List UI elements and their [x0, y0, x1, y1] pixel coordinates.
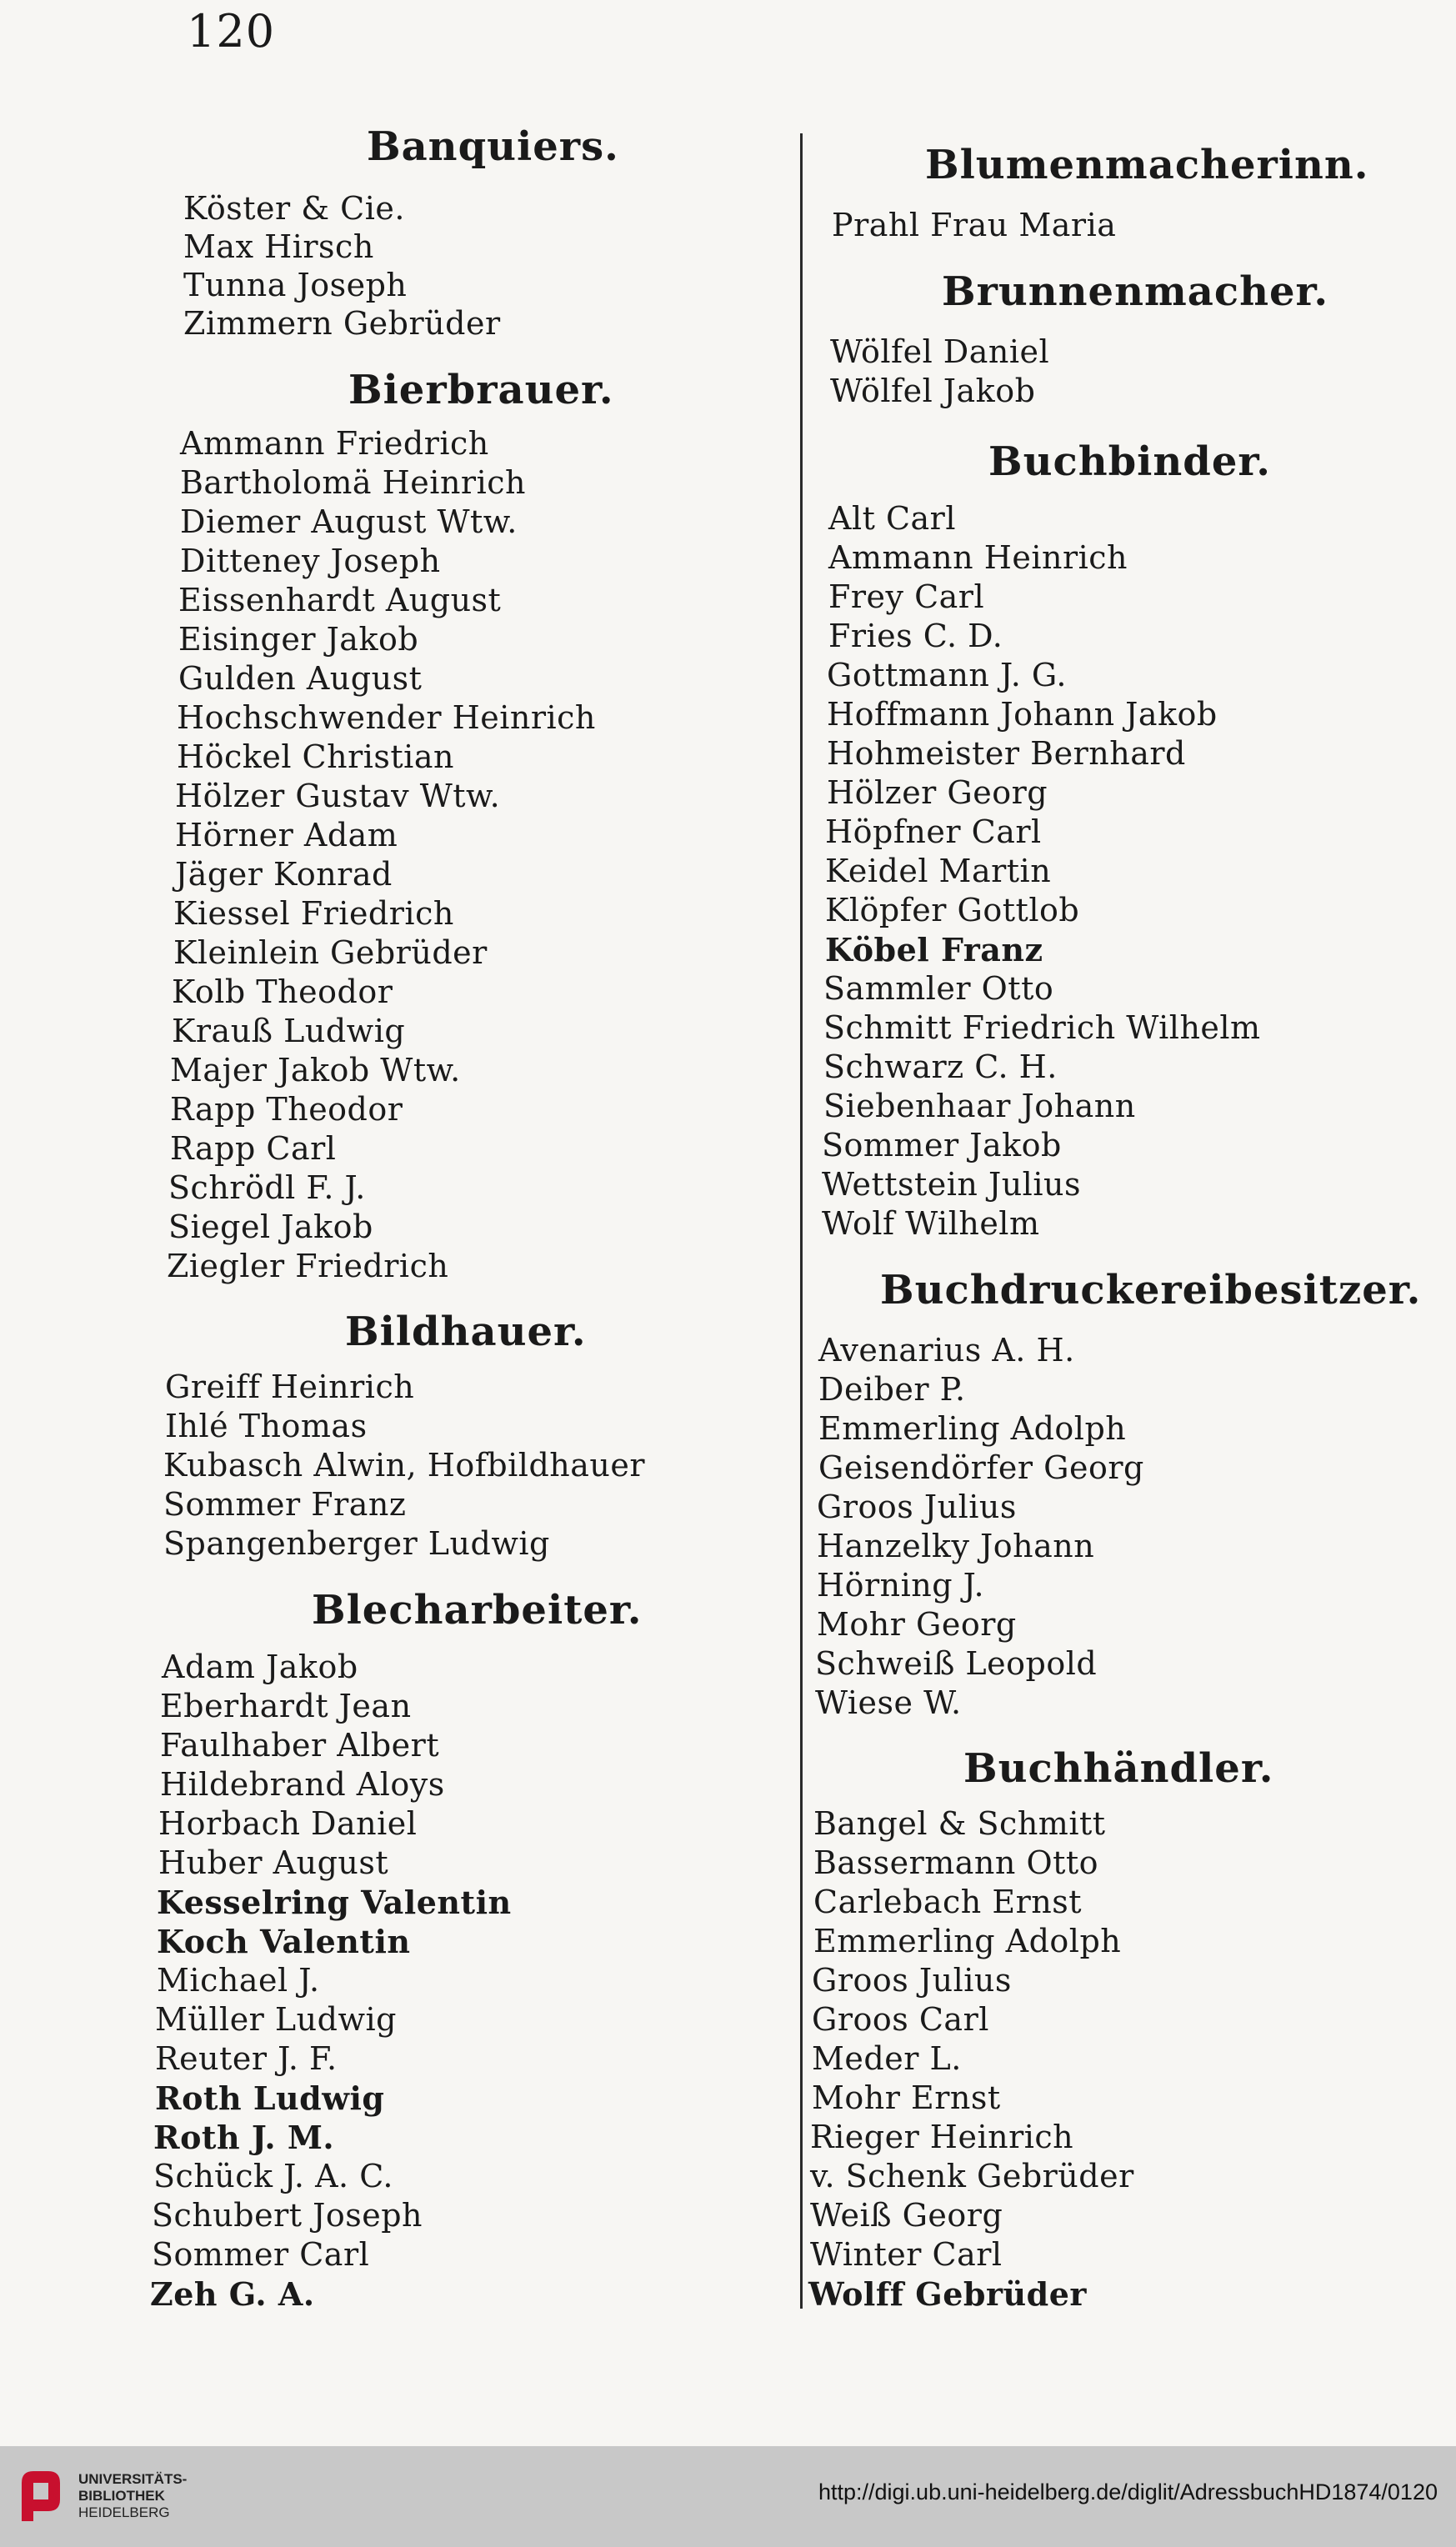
list-item: Spangenberger Ludwig	[163, 1525, 550, 1562]
list-item: Roth J. M.	[153, 2119, 335, 2156]
list-item: Krauß Ludwig	[172, 1013, 406, 1049]
list-item: Schrödl F. J.	[168, 1169, 366, 1206]
list-item: Frey Carl	[828, 578, 985, 615]
list-item: Sommer Jakob	[822, 1127, 1062, 1163]
list-item: Eberhardt Jean	[160, 1688, 412, 1724]
list-item: Avenarius A. H.	[818, 1332, 1075, 1369]
page-number: 120	[187, 5, 276, 58]
list-item: Schück J. A. C.	[153, 2158, 393, 2194]
list-item: Groos Julius	[817, 1489, 1017, 1525]
list-item: Wettstein Julius	[822, 1166, 1081, 1203]
list-item: Emmerling Adolph	[813, 1923, 1122, 1959]
library-logo-icon	[15, 2466, 68, 2526]
list-item: Rapp Theodor	[170, 1091, 403, 1128]
list-item: Köbel Franz	[825, 931, 1043, 968]
list-item: Jäger Konrad	[175, 856, 393, 893]
section-heading: Bildhauer.	[345, 1309, 587, 1355]
column-divider	[800, 133, 803, 2309]
list-item: Höpfner Carl	[825, 813, 1042, 850]
library-name-line2: BIBLIOTHEK	[78, 2488, 165, 2504]
list-item: Gottmann J. G.	[827, 657, 1068, 693]
list-item: Bangel & Schmitt	[813, 1805, 1106, 1842]
section-heading: Brunnenmacher.	[942, 268, 1329, 315]
list-item: Schubert Joseph	[152, 2197, 423, 2234]
section-heading: Blumenmacherinn.	[925, 142, 1369, 188]
list-item: Müller Ludwig	[155, 2001, 397, 2038]
list-item: Reuter J. F.	[155, 2040, 338, 2077]
list-item: Schwarz C. H.	[823, 1048, 1058, 1085]
list-item: Kesselring Valentin	[157, 1884, 512, 1921]
list-item: Meder L.	[812, 2040, 962, 2077]
list-item: Ammann Heinrich	[828, 539, 1128, 576]
list-item: Greiff Heinrich	[165, 1369, 415, 1405]
list-item: Siegel Jakob	[168, 1208, 373, 1245]
list-item: Majer Jakob Wtw.	[170, 1052, 461, 1088]
library-name-line1: UNIVERSITÄTS-	[78, 2471, 188, 2487]
list-item: Deiber P.	[818, 1371, 966, 1408]
list-item: Michael J.	[157, 1962, 320, 1999]
list-item: Schmitt Friedrich Wilhelm	[823, 1009, 1261, 1046]
list-item: Sammler Otto	[823, 970, 1054, 1007]
list-item: Roth Ludwig	[155, 2079, 385, 2117]
list-item: Bassermann Otto	[813, 1844, 1099, 1881]
list-item: Zimmern Gebrüder	[183, 305, 501, 342]
list-item: Hörner Adam	[175, 817, 398, 853]
library-logo[interactable]	[15, 2463, 215, 2529]
list-item: Mohr Ernst	[812, 2079, 1001, 2116]
list-item: Sommer Carl	[152, 2236, 370, 2273]
list-item: Köster & Cie.	[183, 190, 405, 227]
section-heading: Blecharbeiter.	[312, 1587, 643, 1634]
list-item: Rapp Carl	[170, 1130, 337, 1167]
list-item: Ziegler Friedrich	[167, 1248, 449, 1284]
list-item: Rieger Heinrich	[810, 2119, 1074, 2155]
list-item: Wölfel Daniel	[830, 333, 1050, 370]
list-item: Ammann Friedrich	[180, 425, 489, 462]
list-item: Kubasch Alwin, Hofbildhauer	[163, 1447, 646, 1484]
list-item: Kleinlein Gebrüder	[173, 934, 488, 971]
list-item: Faulhaber Albert	[160, 1727, 440, 1764]
list-item: Schweiß Leopold	[815, 1645, 1098, 1682]
section-heading: Bierbrauer.	[348, 367, 614, 413]
list-item: Siebenhaar Johann	[823, 1088, 1136, 1124]
list-item: Tunna Joseph	[183, 267, 408, 303]
list-item: Hanzelky Johann	[817, 1528, 1095, 1564]
list-item: Ihlé Thomas	[165, 1408, 368, 1444]
list-item: Wiese W.	[815, 1684, 962, 1721]
list-item: Prahl Frau Maria	[832, 207, 1117, 243]
list-item: Horbach Daniel	[158, 1805, 418, 1842]
section-heading: Banquiers.	[367, 123, 619, 170]
list-item: Bartholomä Heinrich	[180, 464, 526, 501]
list-item: Hildebrand Aloys	[160, 1766, 445, 1803]
list-item: Max Hirsch	[183, 228, 374, 265]
section-heading: Buchdruckereibesitzer.	[880, 1267, 1422, 1314]
list-item: v. Schenk Gebrüder	[810, 2158, 1134, 2194]
section-heading: Buchbinder.	[988, 438, 1271, 485]
list-item: Kiessel Friedrich	[173, 895, 454, 932]
list-item: Fries C. D.	[828, 618, 1003, 654]
viewer-footer	[0, 2446, 1456, 2547]
list-item: Diemer August Wtw.	[180, 503, 518, 540]
list-item: Wolff Gebrüder	[808, 2275, 1087, 2313]
list-item: Keidel Martin	[825, 853, 1052, 889]
list-item: Geisendörfer Georg	[818, 1449, 1144, 1486]
library-name	[78, 2471, 187, 2521]
list-item: Wölfel Jakob	[830, 373, 1036, 409]
list-item: Hoffmann Johann Jakob	[827, 696, 1218, 733]
library-name-line3: HEIDELBERG	[78, 2504, 170, 2520]
list-item: Hölzer Gustav Wtw.	[175, 778, 501, 814]
list-item: Sommer Franz	[163, 1486, 407, 1523]
list-item: Hohmeister Bernhard	[827, 735, 1186, 772]
list-item: Huber August	[158, 1844, 389, 1881]
list-item: Klöpfer Gottlob	[825, 892, 1080, 928]
list-item: Zeh G. A.	[150, 2275, 315, 2313]
list-item: Alt Carl	[828, 500, 956, 537]
list-item: Mohr Georg	[817, 1606, 1017, 1643]
list-item: Gulden August	[178, 660, 423, 697]
list-item: Eissenhardt August	[178, 582, 502, 618]
list-item: Wolf Wilhelm	[822, 1205, 1040, 1242]
list-item: Winter Carl	[810, 2236, 1003, 2273]
list-item: Weiß Georg	[810, 2197, 1003, 2234]
list-item: Groos Carl	[812, 2001, 989, 2038]
list-item: Höckel Christian	[177, 738, 454, 775]
list-item: Ditteney Joseph	[180, 543, 441, 579]
list-item: Hochschwender Heinrich	[177, 699, 596, 736]
list-item: Eisinger Jakob	[178, 621, 419, 658]
list-item: Hörning J.	[817, 1567, 985, 1604]
list-item: Emmerling Adolph	[818, 1410, 1127, 1447]
section-heading: Buchhändler.	[963, 1745, 1274, 1792]
list-item: Koch Valentin	[157, 1923, 411, 1960]
list-item: Hölzer Georg	[827, 774, 1048, 811]
source-url-link[interactable]: http://digi.ub.uni-heidelberg.de/diglit/AdressbuchHD1874/0120	[818, 2479, 1438, 2504]
list-item: Carlebach Ernst	[813, 1884, 1083, 1920]
list-item: Groos Julius	[812, 1962, 1012, 1999]
list-item: Adam Jakob	[162, 1649, 358, 1685]
list-item: Kolb Theodor	[172, 973, 393, 1010]
